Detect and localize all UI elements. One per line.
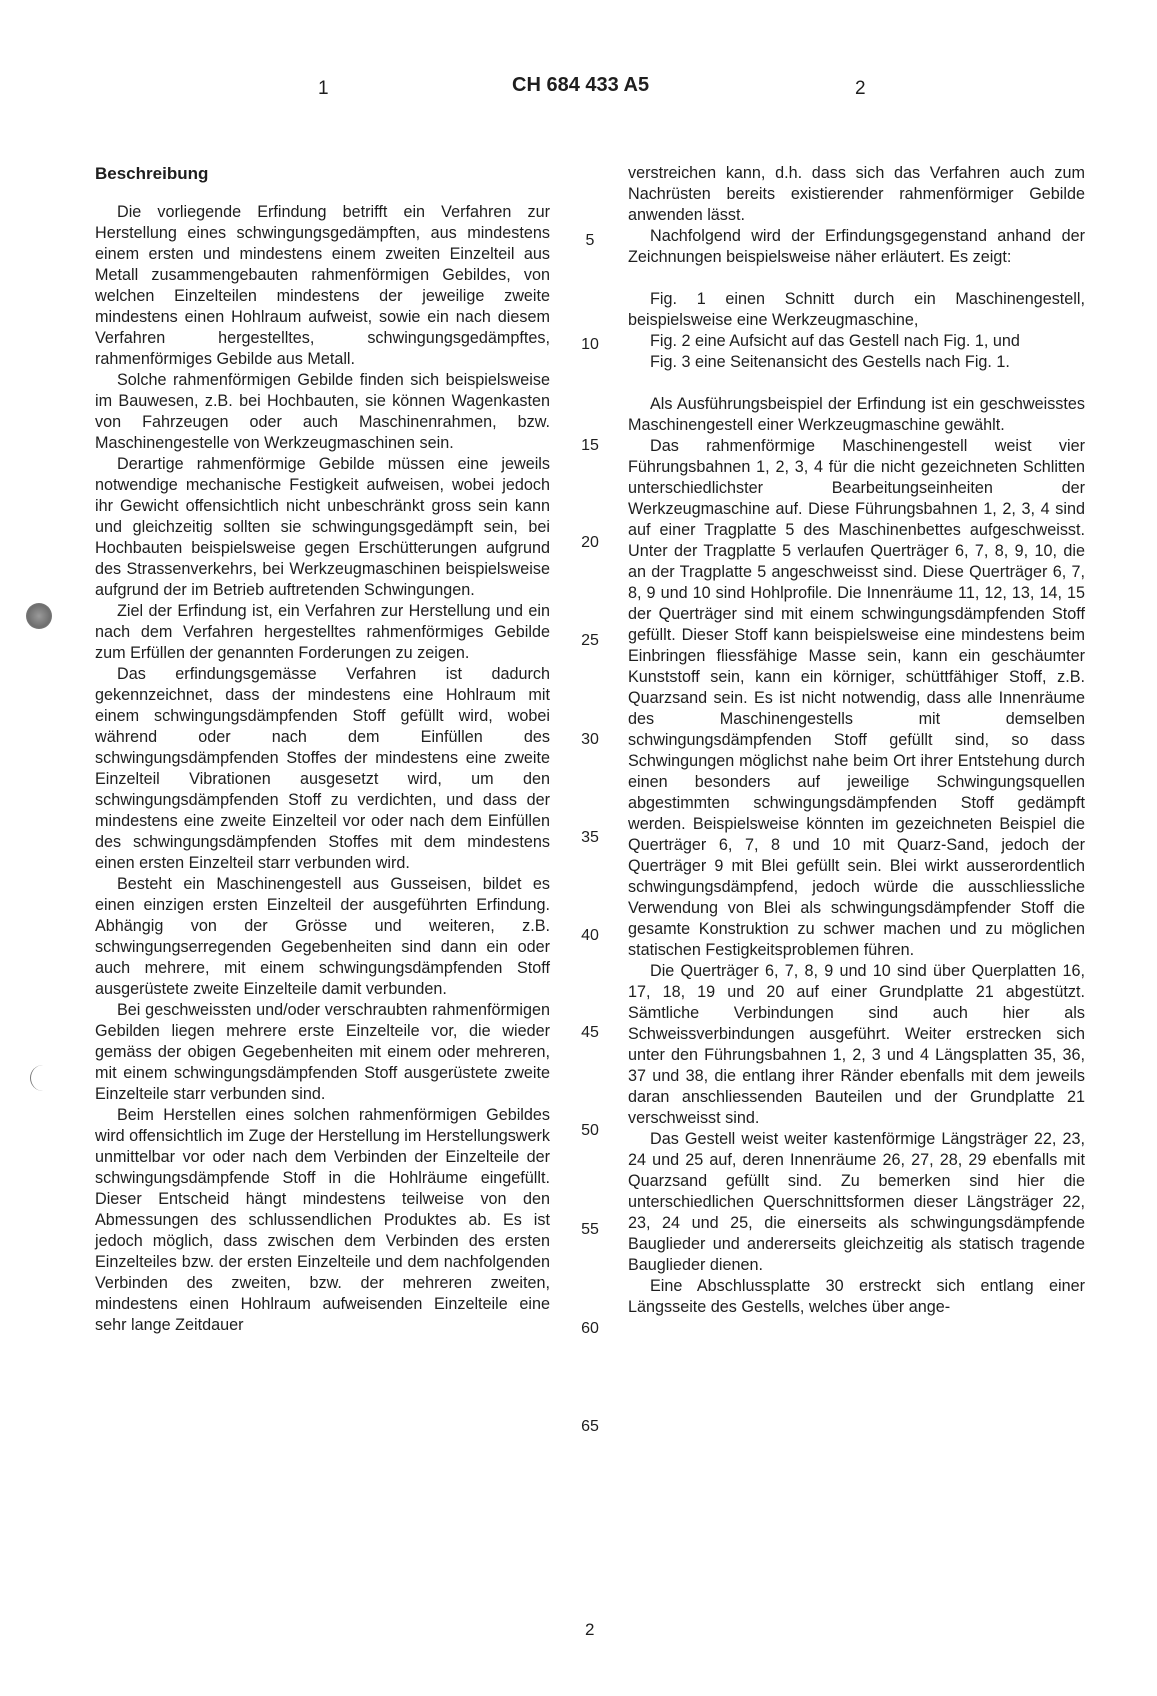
punch-hole-mark: [26, 603, 52, 629]
figure-caption: Fig. 2 eine Aufsicht auf das Gestell nach Fig. 1, und: [650, 332, 1020, 350]
line-number: 10: [581, 336, 599, 353]
paragraph: Eine Abschlussplatte 30 erstreckt sich entlang einer Längsseite des Gestells, welches über ange-: [628, 1277, 1085, 1316]
line-number: 45: [581, 1024, 599, 1041]
line-number: 35: [581, 829, 599, 846]
paragraph: Das erfindungsgemässe Verfahren ist dadurch gekennzeichnet, dass der mindestens eine Hohlraum mit einem schwingungsdämpfenden Stoff gefüllt wird, wobei während oder nach dem Einfüllen des schwingungsdämpfenden Stoffes der mindestens eine zweite Einzelteil Vibrationen ausgesetzt wird, um den schwingungsdämpfenden Stoff zu verdichten, und dass der mindestens eine zweite Einzelteil vor oder nach dem Einfüllen des schwingungsdämpfenden Stoffes mit dem mindestens einen ersten Einzelteil starr verbunden wird.: [95, 665, 550, 872]
paragraph: verstreichen kann, d.h. dass sich das Verfahren auch zum Nachrüsten bereits existierender rahmenförmiger Gebilde anwenden lässt.: [628, 164, 1085, 224]
paragraph: Nachfolgend wird der Erfindungsgegenstand anhand der Zeichnungen beispielsweise näher erläutert. Es zeigt:: [628, 227, 1085, 266]
line-number: 30: [581, 731, 599, 748]
paragraph: Besteht ein Maschinengestell aus Gusseisen, bildet es einen einzigen ersten Einzelteil der ausgeführten Erfindung. Abhängig von der Grösse und weiteren, z.B. schwingungserregenden Gegebenheiten sind dann ein oder auch mehrere, mit einem schwingungsdämpfenden Stoff ausgerüstete zweite Einzelteile damit verbunden.: [95, 875, 550, 998]
paragraph: Als Ausführungsbeispiel der Erfindung ist ein geschweisstes Maschinengestell einer Werkzeugmaschine gewählt.: [628, 395, 1085, 434]
paragraph: Bei geschweissten und/oder verschraubten rahmenförmigen Gebilden liegen mehrere erste Einzelteile vor, die wieder gemäss der obigen Gegebenheiten mit einem oder mehreren, mit einem schwingungsdämpfenden Stoff ausgerüstete zweite Einzelteile starr verbunden sind.: [95, 1001, 550, 1103]
page-number: 2: [585, 1620, 595, 1639]
line-number: 5: [585, 232, 595, 249]
document-id: CH 684 433 A5: [512, 74, 650, 96]
left-column: [95, 163, 550, 1336]
header-right-page-number: 2: [855, 78, 866, 99]
line-number: 55: [581, 1221, 599, 1238]
figure-caption: Fig. 3 eine Seitenansicht des Gestells nach Fig. 1.: [650, 353, 1010, 371]
figure-caption: Fig. 1 einen Schnitt durch ein Maschinengestell, beispielsweise eine Werkzeugmaschine,: [628, 290, 1085, 329]
header-left-page-number: 1: [318, 78, 329, 99]
paragraph: Das rahmenförmige Maschinengestell weist vier Führungsbahnen 1, 2, 3, 4 für die nicht gezeichneten Schlitten unterschiedlichster Bearbeitungseinheiten der Werkzeugmaschine auf. Diese Führungsbahnen 1, 2, 3, 4 sind auf einer Tragplatte 5 des Maschinenbettes aufgeschweisst. Unter der Tragplatte 5 verlaufen Querträger 6, 7, 8, 9, 10, die an der Tragplatte 5 angeschweisst sind. Diese Querträger 6, 7, 8, 9 und 10 sind Hohlprofile. Die Innenräume 11, 12, 13, 14, 15 der Querträger sind mit einem schwingungsdämpfenden Stoff gefüllt. Dieser Stoff kann beispielsweise eine mindestens beim Einbringen fliessfähige Masse sein, kann ein geschäumter Kunststoff sein, kann ein körniger, schüttfähiger Stoff, z.B. Quarzsand sein. Es ist nicht notwendig, dass alle Innenräume des Maschinengestells mit demselben schwingungsdämpfenden Stoff gefüllt sind, so dass Schwingungen möglichst nahe beim Ort ihrer Entstehung durch einen besonders auf jeweilige Schwingungsquellen abgestimmten schwingungsdämpfenden Stoff gedämpft werden. Beispielsweise könnten im gezeichneten Beispiel die Querträger 6, 7, 8 und 10 mit Quarz-Sand, jedoch der Querträger 9 mit Blei gefüllt sein. Blei wirkt ausserordentlich schwingungsdämpfend, jedoch würde die ausschliessliche Verwendung von Blei als schwingungsdämpfender Stoff die gesamte Konstruktion zu schwer machen und zu möglichen statischen Festigkeitsproblemen führen.: [628, 437, 1085, 959]
paragraph: Derartige rahmenförmige Gebilde müssen eine jeweils notwendige mechanische Festigkeit aufweisen, wobei jedoch ihr Gewicht offensichtlich nicht unbeschränkt gross sein kann und gleichzeitig sollten sie schwingungsgedämpft sein, bei Hochbauten beispielsweise gegen Erschütterungen aufgrund des Strassenverkehrs, bei Werkzeugmaschinen beispielsweise aufgrund der im Betrieb auftretenden Schwingungen.: [95, 455, 550, 599]
paragraph: Das Gestell weist weiter kastenförmige Längsträger 22, 23, 24 und 25 auf, deren Innenräume 26, 27, 28, 29 ebenfalls mit Quarzsand gefüllt sind. Zu bemerken sind hier die unterschiedlichen Querschnittsformen dieser Längsträger 22, 23, 24 und 25, die einerseits als schwingungsdämpfende Bauglieder und andererseits gleichzeitig als statisch tragende Bauglieder dienen.: [628, 1130, 1085, 1274]
paragraph: Ziel der Erfindung ist, ein Verfahren zur Herstellung und ein nach dem Verfahren hergestelltes rahmenförmiges Gebilde zum Erfüllen der genannten Forderungen zu zeigen.: [95, 602, 550, 662]
line-number: 25: [581, 632, 599, 649]
line-number: 15: [581, 437, 599, 454]
paragraph: Solche rahmenförmigen Gebilde finden sich beispielsweise im Bauwesen, z.B. bei Hochbauten, sie können Wagenkasten von Fahrzeugen oder auch Maschinenrahmen, bzw. Maschinengestelle von Werkzeugmaschinen sein.: [95, 371, 550, 452]
paragraph: Beim Herstellen eines solchen rahmenförmigen Gebildes wird offensichtlich im Zuge der Herstellung im Herstellungswerk unmittelbar vor oder nach dem Verbinden der Einzelteile der schwingungsdämpfende Stoff in die Hohlräume eingefüllt. Dieser Entscheid hängt mindestens teilweise von den Abmessungen des schlussendlichen Produktes ab. Es ist jedoch möglich, dass zwischen dem Verbinden des ersten Einzelteiles bzw. der ersten Einzelteile und dem nachfolgenden Verbinden des zweiten, bzw. der mehreren zweiten, mindestens einen Hohlraum aufweisenden Einzelteile eine sehr lange Zeitdauer: [95, 1106, 550, 1334]
line-number: 40: [581, 927, 599, 944]
scan-arc-mark: [30, 1065, 45, 1091]
line-number: 60: [581, 1320, 599, 1337]
paragraph: Die vorliegende Erfindung betrifft ein Verfahren zur Herstellung eines schwingungsgedämpften, aus mindestens einem ersten und mindestens einem zweiten Einzelteil aus Metall zusammengebauten rahmenförmigen Gebildes, von welchen Einzelteilen mindestens der jeweilige zweite mindestens einen Hohlraum aufweist, sowie ein nach diesem Verfahren hergestelltes, schwingungsgedämpftes, rahmenförmiges Gebilde aus Metall.: [95, 203, 550, 368]
line-number: 20: [581, 534, 599, 551]
line-number: 50: [581, 1122, 599, 1139]
line-number: 65: [581, 1418, 599, 1435]
section-heading: Beschreibung: [95, 164, 209, 183]
paragraph: Die Querträger 6, 7, 8, 9 und 10 sind über Querplatten 16, 17, 18, 19 und 20 auf einer Grundplatte 21 abgestützt. Sämtliche Verbindungen sind auch hier als Schweissverbindungen ausgeführt. Weiter erstrecken sich unter den Führungsbahnen 1, 2, 3 und 4 Längsplatten 35, 36, 37 und 38, die entlang ihrer Ränder ebenfalls mit dem jeweils daran anschliessenden Bauteilen und der Grundplatte 21 verschweisst sind.: [628, 962, 1085, 1127]
right-column: [628, 163, 1085, 1318]
